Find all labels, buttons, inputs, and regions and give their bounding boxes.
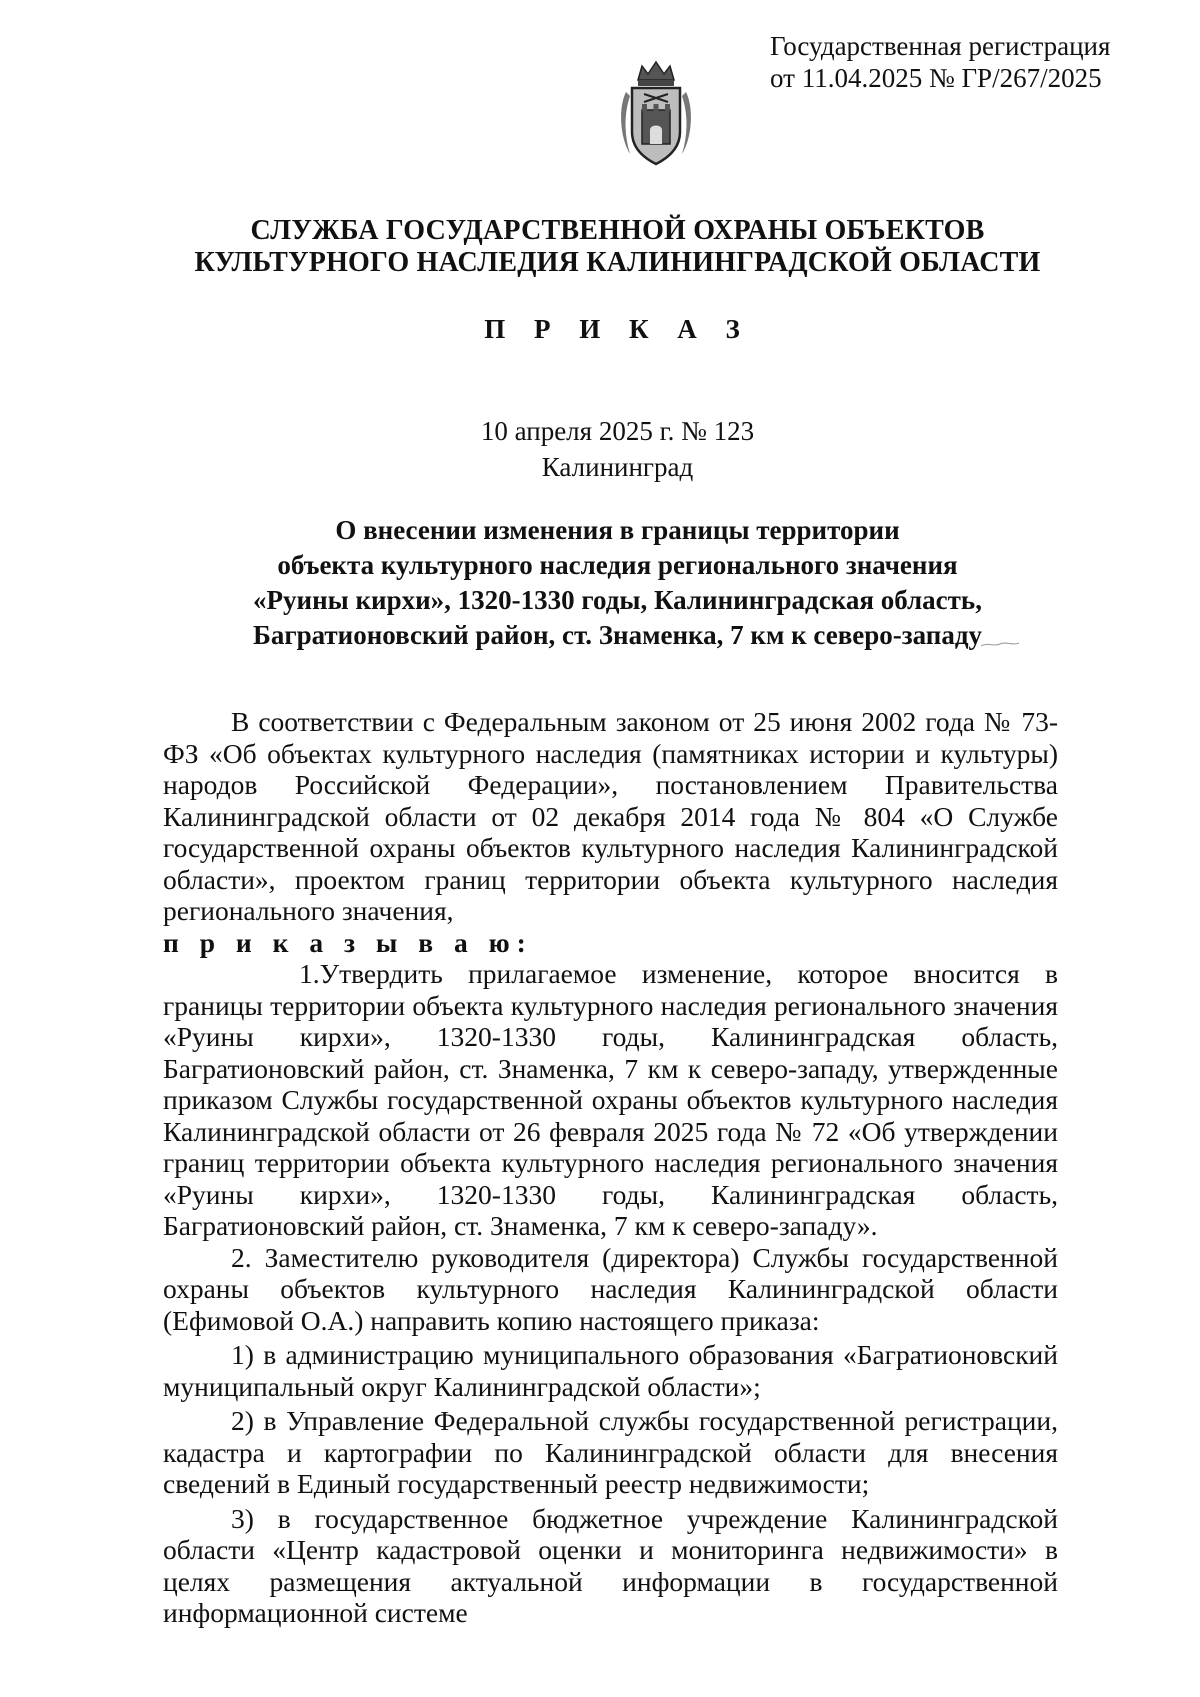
decree-word: п р и к а з ы в а ю:: [163, 926, 533, 958]
agency-name-line-1: СЛУЖБА ГОСУДАРСТВЕННОЙ ОХРАНЫ ОБЪЕКТОВ: [250, 215, 985, 246]
agency-name-line-2: КУЛЬТУРНОГО НАСЛЕДИЯ КАЛИНИНГРАДСКОЙ ОБЛАСТИ: [194, 247, 1041, 278]
subject-line-1: О внесении изменения в границы территории: [335, 515, 900, 545]
subject-line-2: объекта культурного наследия регионального значения: [277, 550, 958, 580]
registration-line-1: Государственная регистрация: [770, 31, 1111, 61]
subject-line-3: «Руины кирхи», 1320-1330 годы, Калининградская область,: [253, 585, 982, 615]
sub-item-2-paragraph: 2) в Управление Федеральной службы государственной регистрации, кадастра и картографии по Калининградской области для внесения сведений в Единый государственный реестр недвижимости;: [163, 1405, 1058, 1499]
document-date-number: 10 апреля 2025 г. № 123: [480, 416, 755, 446]
item-1-paragraph: [163, 958, 1058, 1242]
agency-name: [150, 215, 1085, 279]
coat-of-arms-icon: [616, 58, 696, 168]
item-1-text: Утвердить прилагаемое изменение, которое вносится в границы территории объекта культурного наследия регионального значения «Руины кирхи», 1320-1330 годы, Калининградская область, Багратионовский район, ст. Знаменка, 7 км к северо-западу, утвержденные приказом Службы государственной охраны объектов культурного наследия Калининградской области от 26 февраля 2025 года № 72 «Об утверждении границ территории объекта культурного наследия регионального значения «Руины кирхи», 1320-1330 годы, Калининградская область, Багратионовский район, ст. Знаменка, 7 км к северо-западу».: [163, 958, 1058, 1241]
item-2-paragraph: 2. Заместителю руководителя (директора) Службы государственной охраны объектов культурного наследия Калининградской области (Ефимовой О.А.) направить копию настоящего приказа:: [163, 1241, 1058, 1336]
registration-stamp: [770, 30, 1190, 94]
document-type-heading: П Р И К А З: [484, 314, 751, 344]
sub-item-3-paragraph: 3) в государственное бюджетное учреждение Калининградской области «Центр кадастровой оценки и мониторинга недвижимости» в целях размещения актуальной информации в государственной информационной системе: [163, 1502, 1058, 1628]
document-subject: [150, 513, 1085, 653]
pen-mark-icon: [980, 640, 1020, 648]
document-body: [163, 706, 1058, 1629]
subject-line-4: Багратионовский район, ст. Знаменка, 7 км к северо-западу: [252, 620, 982, 650]
document-place: Калининград: [541, 452, 694, 482]
preamble-paragraph: [163, 706, 1058, 927]
registration-line-2: от 11.04.2025 № ГР/267/2025: [770, 63, 1102, 93]
decree-paragraph: [163, 927, 1058, 959]
document-date-place: [150, 413, 1085, 485]
item-1-number: 1.: [299, 958, 320, 989]
preamble-text: В соответствии с Федеральным законом от 25 июня 2002 года № 73-ФЗ «Об объектах культурного наследия (памятниках истории и культуры) народов Российской Федерации», постановлением Правительства Калининградской области от 02 декабря 2014 года № 804 «О Службе государственной охраны объектов культурного наследия Калининградской области», проектом границ территории объекта культурного наследия регионального значения,: [163, 706, 1058, 926]
sub-item-1-paragraph: 1) в администрацию муниципального образования «Багратионовский муниципальный округ Калининградской области»;: [163, 1339, 1058, 1402]
